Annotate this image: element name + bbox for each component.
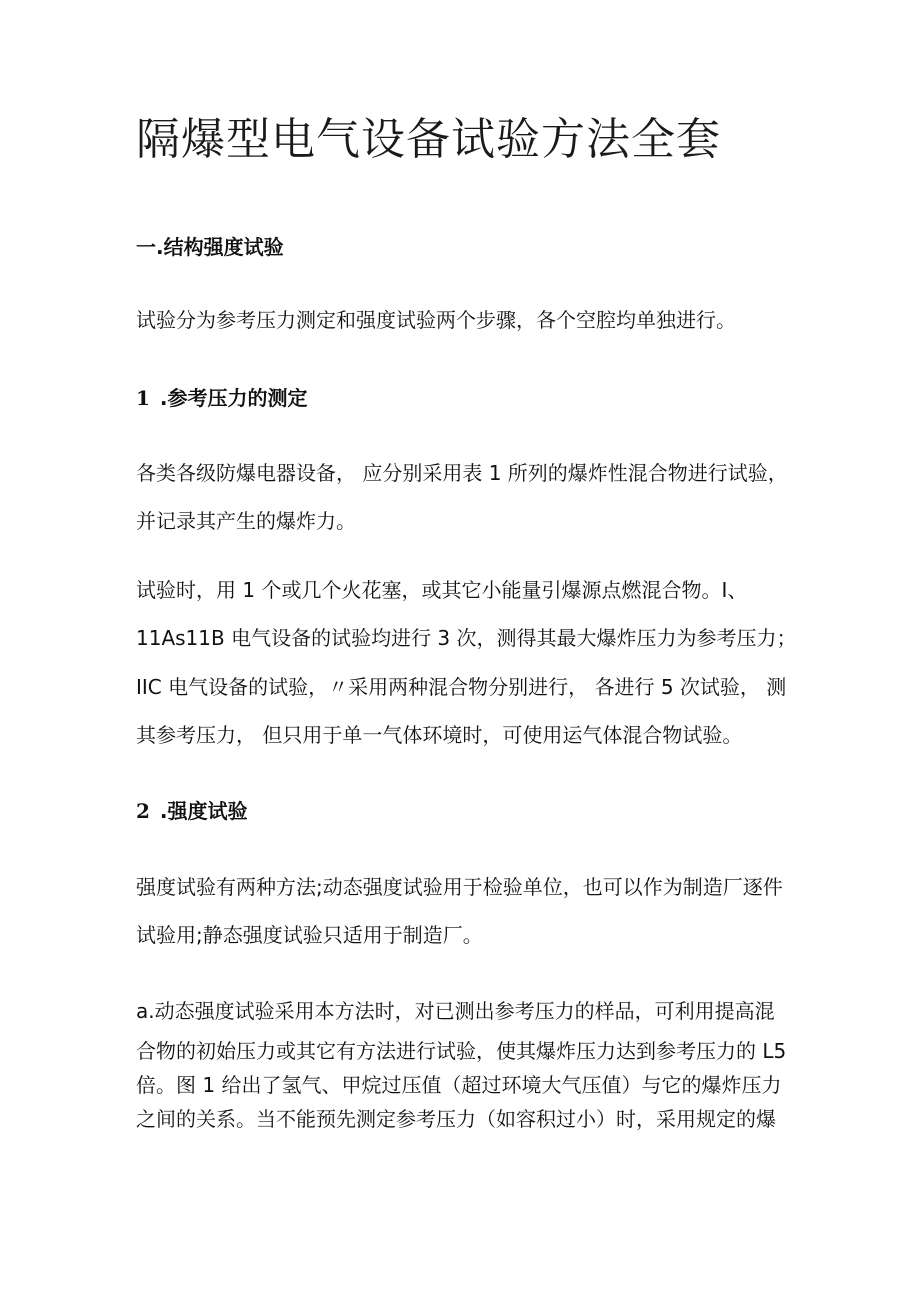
paragraph-line: 各类各级防爆电器设备， 应分别采用表 1 所列的爆炸性混合物进行试验， [136,461,788,485]
subsection-heading-2 [136,797,248,825]
paragraph-line: IIC 电气设备的试验，〃采用两种混合物分别进行， 各进行 5 次试验， 测 [136,675,787,699]
page-title: 隔爆型电气设备试验方法全套 [136,114,721,165]
paragraph-line: 并记录其产生的爆炸力。 [136,509,356,533]
paragraph-line: 强度试验有两种方法;动态强度试验用于检验单位，也可以作为制造厂逐件 [136,875,783,899]
paragraph-line: 试验用;静态强度试验只适用于制造厂。 [136,923,483,947]
subsection-number: 2 [136,799,150,823]
paragraph-line: 之间的关系。当不能预先测定参考压力（如容积过小）时，采用规定的爆 [136,1107,776,1131]
subsection-title: .参考压力的测定 [159,386,308,410]
paragraph-line: 其参考压力， 但只用于单一气体环境时，可使用运气体混合物试验。 [136,723,743,747]
section-1-intro: 试验分为参考压力测定和强度试验两个步骤，各个空腔均单独进行。 [136,308,736,332]
section-heading-1: 一.结构强度试验 [136,235,284,259]
subsection-heading-1 [136,384,308,412]
subsection-title: .强度试验 [159,799,248,823]
paragraph-line: 合物的初始压力或其它有方法进行试验，使其爆炸压力达到参考压力的 L5 [136,1039,787,1063]
paragraph-line: 试验时，用 1 个或几个火花塞，或其它小能量引爆源点燃混合物。I、 [136,578,748,602]
subsection-number: 1 [136,386,150,410]
paragraph-line: a.动态强度试验采用本方法时，对已测出参考压力的样品，可利用提高混 [136,999,775,1023]
paragraph-line: 倍。图 1 给出了氢气、甲烷过压值（超过环境大气压值）与它的爆炸压力 [136,1073,782,1097]
paragraph-line: 11As11B 电气设备的试验均进行 3 次，测得其最大爆炸压力为参考压力； [136,626,797,650]
